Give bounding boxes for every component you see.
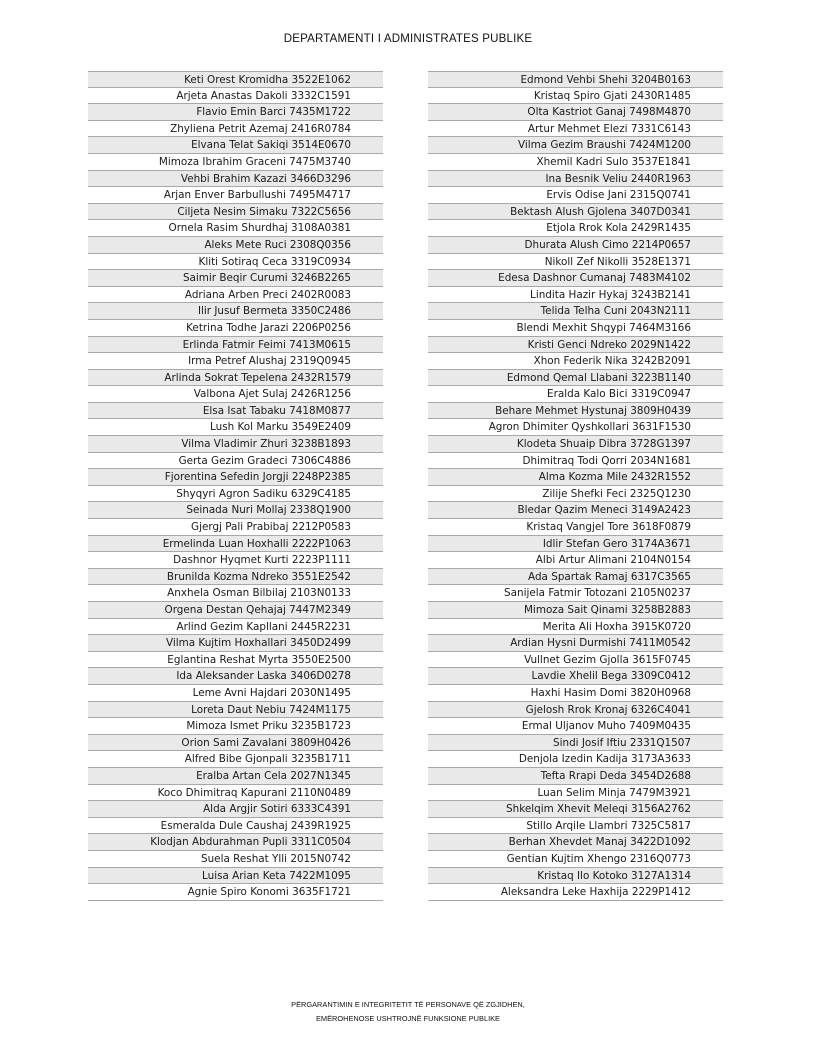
list-item: Orion Sami Zavalani 3809H0426 — [88, 735, 383, 752]
list-item: Zilije Shefki Feci 2325Q1230 — [428, 486, 723, 503]
list-item: Arjeta Anastas Dakoli 3332C1591 — [88, 88, 383, 105]
list-item: Tefta Rrapi Deda 3454D2688 — [428, 768, 723, 785]
right-name-list — [428, 71, 723, 901]
list-item: Agron Dhimiter Qyshkollari 3631F1530 — [428, 419, 723, 436]
list-item: Saimir Beqir Curumi 3246B2265 — [88, 270, 383, 287]
list-item: Vilma Gezim Braushi 7424M1200 — [428, 137, 723, 154]
list-item: Ervis Odise Jani 2315Q0741 — [428, 187, 723, 204]
list-item: Suela Reshat Ylli 2015N0742 — [88, 851, 383, 868]
list-item: Elsa Isat Tabaku 7418M0877 — [88, 403, 383, 420]
list-item: Eglantina Reshat Myrta 3550E2500 — [88, 652, 383, 669]
list-item: Shyqyri Agron Sadiku 6329C4185 — [88, 486, 383, 503]
list-item: Klodeta Shuaip Dibra 3728G1397 — [428, 436, 723, 453]
list-item: Blendi Mexhit Shqypi 7464M3166 — [428, 320, 723, 337]
list-item: Mimoza Ibrahim Graceni 7475M3740 — [88, 154, 383, 171]
list-item: Aleks Mete Ruci 2308Q0356 — [88, 237, 383, 254]
list-item: Valbona Ajet Sulaj 2426R1256 — [88, 386, 383, 403]
list-item: Mimoza Sait Qinami 3258B2883 — [428, 602, 723, 619]
list-item: Aleksandra Leke Haxhija 2229P1412 — [428, 884, 723, 901]
list-item: Edmond Qemal Llabani 3223B1140 — [428, 370, 723, 387]
list-item: Gjergj Pali Prabibaj 2212P0583 — [88, 519, 383, 536]
list-item: Gentian Kujtim Xhengo 2316Q0773 — [428, 851, 723, 868]
list-item: Zhyliena Petrit Azemaj 2416R0784 — [88, 121, 383, 138]
list-item: Edesa Dashnor Cumanaj 7483M4102 — [428, 270, 723, 287]
list-item: Dashnor Hyqmet Kurti 2223P1111 — [88, 552, 383, 569]
list-item: Lush Kol Marku 3549E2409 — [88, 419, 383, 436]
list-item: Edmond Vehbi Shehi 3204B0163 — [428, 71, 723, 88]
list-item: Koco Dhimitraq Kapurani 2110N0489 — [88, 785, 383, 802]
list-item: Ketrina Todhe Jarazi 2206P0256 — [88, 320, 383, 337]
list-item: Denjola Izedin Kadija 3173A3633 — [428, 751, 723, 768]
list-item: Leme Avni Hajdari 2030N1495 — [88, 685, 383, 702]
list-item: Keti Orest Kromidha 3522E1062 — [88, 71, 383, 88]
page-footer — [0, 998, 816, 1026]
list-item: Klodjan Abdurahman Pupli 3311C0504 — [88, 834, 383, 851]
list-item: Alda Argjir Sotiri 6333C4391 — [88, 801, 383, 818]
list-item: Xhemil Kadri Sulo 3537E1841 — [428, 154, 723, 171]
list-item: Alma Kozma Mile 2432R1552 — [428, 469, 723, 486]
list-item: Anxhela Osman Bilbilaj 2103N0133 — [88, 585, 383, 602]
list-item: Stillo Arqile Llambri 7325C5817 — [428, 818, 723, 835]
list-item: Alfred Bibe Gjonpali 3235B1711 — [88, 751, 383, 768]
list-item: Fjorentina Sefedin Jorgji 2248P2385 — [88, 469, 383, 486]
list-item: Irma Petref Alushaj 2319Q0945 — [88, 353, 383, 370]
list-item: Ilir Jusuf Bermeta 3350C2486 — [88, 303, 383, 320]
list-item: Ida Aleksander Laska 3406D0278 — [88, 668, 383, 685]
list-item: Kristaq Spiro Gjati 2430R1485 — [428, 88, 723, 105]
list-item: Kristi Genci Ndreko 2029N1422 — [428, 337, 723, 354]
list-item: Haxhi Hasim Domi 3820H0968 — [428, 685, 723, 702]
list-item: Adriana Arben Preci 2402R0083 — [88, 287, 383, 304]
list-item: Vilma Vladimir Zhuri 3238B1893 — [88, 436, 383, 453]
list-item: Ada Spartak Ramaj 6317C3565 — [428, 569, 723, 586]
list-item: Orgena Destan Qehajaj 7447M2349 — [88, 602, 383, 619]
list-item: Shkelqim Xhevit Meleqi 3156A2762 — [428, 801, 723, 818]
list-item: Dhimitraq Todi Qorri 2034N1681 — [428, 453, 723, 470]
list-item: Ermal Uljanov Muho 7409M0435 — [428, 718, 723, 735]
list-item: Ermelinda Luan Hoxhalli 2222P1063 — [88, 536, 383, 553]
list-item: Idlir Stefan Gero 3174A3671 — [428, 536, 723, 553]
list-item: Behare Mehmet Hystunaj 3809H0439 — [428, 403, 723, 420]
list-item: Merita Ali Hoxha 3915K0720 — [428, 619, 723, 636]
list-item: Ardian Hysni Durmishi 7411M0542 — [428, 635, 723, 652]
list-item: Berhan Xhevdet Manaj 3422D1092 — [428, 834, 723, 851]
list-item: Luan Selim Minja 7479M3921 — [428, 785, 723, 802]
list-item: Vilma Kujtim Hoxhallari 3450D2499 — [88, 635, 383, 652]
list-item: Seinada Nuri Mollaj 2338Q1900 — [88, 502, 383, 519]
list-item: Vehbi Brahim Kazazi 3466D3296 — [88, 171, 383, 188]
list-item: Loreta Daut Nebiu 7424M1175 — [88, 702, 383, 719]
list-item: Ciljeta Nesim Simaku 7322C5656 — [88, 204, 383, 221]
list-item: Nikoll Zef Nikolli 3528E1371 — [428, 254, 723, 271]
list-item: Albi Artur Alimani 2104N0154 — [428, 552, 723, 569]
list-item: Arlind Gezim Kapllani 2445R2231 — [88, 619, 383, 636]
list-item: Kliti Sotiraq Ceca 3319C0934 — [88, 254, 383, 271]
list-item: Lindita Hazir Hykaj 3243B2141 — [428, 287, 723, 304]
left-name-list — [88, 71, 383, 901]
list-item: Etjola Rrok Kola 2429R1435 — [428, 220, 723, 237]
list-item: Olta Kastriot Ganaj 7498M4870 — [428, 104, 723, 121]
list-item: Kristaq Ilo Kotoko 3127A1314 — [428, 868, 723, 885]
list-item: Elvana Telat Sakiqi 3514E0670 — [88, 137, 383, 154]
list-item: Lavdie Xhelil Bega 3309C0412 — [428, 668, 723, 685]
list-item: Agnie Spiro Konomi 3635F1721 — [88, 884, 383, 901]
list-item: Mimoza Ismet Priku 3235B1723 — [88, 718, 383, 735]
list-item: Telida Telha Cuni 2043N2111 — [428, 303, 723, 320]
list-item: Erlinda Fatmir Feimi 7413M0615 — [88, 337, 383, 354]
list-item: Esmeralda Dule Caushaj 2439R1925 — [88, 818, 383, 835]
footer-line-1: PËRGARANTIMIN E INTEGRITETIT TË PERSONAVE QË ZGJIDHEN, — [291, 1000, 525, 1009]
list-item: Dhurata Alush Cimo 2214P0657 — [428, 237, 723, 254]
list-item: Eralda Kalo Bici 3319C0947 — [428, 386, 723, 403]
list-item: Gjelosh Rrok Kronaj 6326C4041 — [428, 702, 723, 719]
list-item: Bektash Alush Gjolena 3407D0341 — [428, 204, 723, 221]
list-item: Arlinda Sokrat Tepelena 2432R1579 — [88, 370, 383, 387]
list-item: Bledar Qazim Meneci 3149A2423 — [428, 502, 723, 519]
list-item: Xhon Federik Nika 3242B2091 — [428, 353, 723, 370]
list-item: Ornela Rasim Shurdhaj 3108A0381 — [88, 220, 383, 237]
list-item: Sanijela Fatmir Totozani 2105N0237 — [428, 585, 723, 602]
list-item: Artur Mehmet Elezi 7331C6143 — [428, 121, 723, 138]
list-item: Sindi Josif Iftiu 2331Q1507 — [428, 735, 723, 752]
footer-line-2: EMËROHENOSE USHTROJNË FUNKSIONE PUBLIKE — [316, 1014, 500, 1023]
list-item: Brunilda Kozma Ndreko 3551E2542 — [88, 569, 383, 586]
page-title: DEPARTAMENTI I ADMINISTRATES PUBLIKE — [283, 33, 533, 45]
list-item: Arjan Enver Barbullushi 7495M4717 — [88, 187, 383, 204]
list-item: Kristaq Vangjel Tore 3618F0879 — [428, 519, 723, 536]
list-item: Gerta Gezim Gradeci 7306C4886 — [88, 453, 383, 470]
list-item: Luisa Arian Keta 7422M1095 — [88, 868, 383, 885]
list-item: Eralba Artan Cela 2027N1345 — [88, 768, 383, 785]
list-item: Ina Besnik Veliu 2440R1963 — [428, 171, 723, 188]
list-item: Vullnet Gezim Gjolla 3615F0745 — [428, 652, 723, 669]
list-item: Flavio Emin Barci 7435M1722 — [88, 104, 383, 121]
